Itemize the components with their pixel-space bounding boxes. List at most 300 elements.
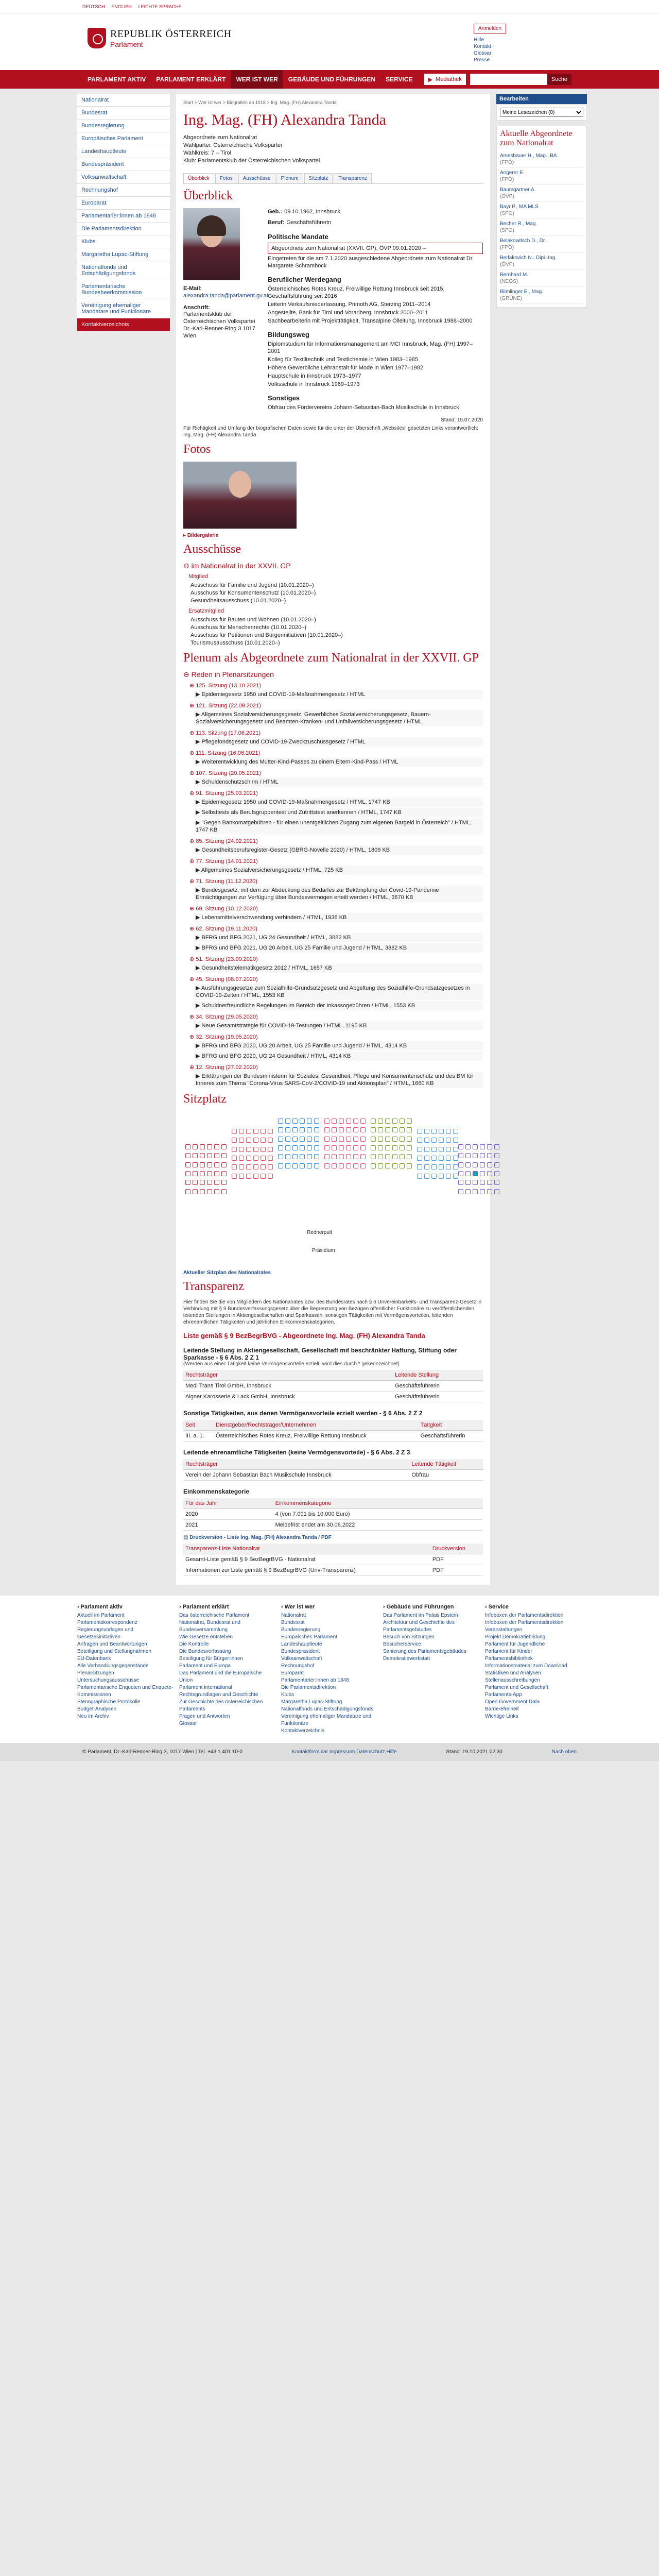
footer-heading[interactable]: › Gebäude und Führungen — [383, 1604, 454, 1610]
seat[interactable] — [346, 1154, 351, 1159]
search-input[interactable] — [470, 74, 547, 85]
seat[interactable] — [246, 1129, 251, 1134]
speech-item[interactable]: ▶ BFRG und BFG 2020, UG 24 Gesundheit / HTML, 4314 KB — [194, 1052, 483, 1061]
footer-link[interactable]: Landeshauptleute — [281, 1641, 322, 1647]
seat[interactable] — [407, 1118, 412, 1124]
footer-heading[interactable]: › Parlament aktiv — [77, 1604, 123, 1610]
footer-link[interactable]: Margaretha Lupac-Stiftung — [281, 1699, 342, 1705]
footer-heading[interactable]: › Wer ist wer — [281, 1604, 315, 1610]
footer-link[interactable]: EU-Datenbank — [77, 1656, 111, 1662]
seat[interactable] — [278, 1137, 283, 1142]
seat[interactable] — [232, 1147, 237, 1152]
sidebar-item-nationalfonds[interactable]: Nationalfonds und Entschädigungsfonds — [77, 261, 170, 280]
seat[interactable] — [285, 1127, 290, 1132]
seat[interactable] — [392, 1145, 397, 1150]
footer-link[interactable]: Parlament für Jugendliche — [485, 1641, 545, 1647]
session-title[interactable]: ⊕ 34. Sitzung (29.05.2020) — [189, 1014, 258, 1020]
seat[interactable] — [339, 1163, 344, 1168]
member-item[interactable] — [500, 151, 583, 168]
seat[interactable] — [314, 1154, 319, 1159]
seat[interactable] — [378, 1145, 383, 1150]
legal-link[interactable]: Impressum — [329, 1749, 357, 1755]
seat[interactable] — [346, 1127, 351, 1132]
seat[interactable] — [424, 1174, 429, 1179]
member-name[interactable]: Blimlinger E., Mag. — [500, 289, 543, 295]
seat[interactable] — [458, 1144, 463, 1149]
seat[interactable] — [332, 1118, 337, 1124]
seat[interactable] — [261, 1164, 266, 1170]
member-item[interactable] — [500, 270, 583, 287]
seat[interactable] — [407, 1127, 412, 1132]
seat[interactable] — [268, 1164, 273, 1170]
seat[interactable] — [221, 1153, 227, 1158]
seat[interactable] — [285, 1137, 290, 1142]
seat[interactable] — [207, 1162, 212, 1167]
seat[interactable] — [214, 1162, 219, 1167]
seat[interactable] — [360, 1118, 366, 1124]
seat[interactable] — [378, 1137, 383, 1142]
footer-link[interactable]: Parlamentarische Enqueten und Enquete-Kommissionen — [77, 1685, 174, 1698]
member-name[interactable]: Amesbauer H., Mag., BA — [500, 153, 557, 159]
seat[interactable] — [300, 1137, 305, 1142]
tab-ausschuesse[interactable]: Ausschüsse — [238, 173, 275, 183]
seat[interactable] — [400, 1137, 405, 1142]
seat[interactable] — [353, 1137, 358, 1142]
seat[interactable] — [232, 1129, 237, 1134]
seat[interactable] — [378, 1154, 383, 1159]
footer-link[interactable]: Rechnungshof — [281, 1663, 315, 1669]
committee-item[interactable]: Tourismusausschuss (10.01.2020–) — [190, 640, 280, 646]
seat[interactable] — [221, 1180, 227, 1185]
seat[interactable] — [200, 1180, 205, 1185]
sidebar-item-klubs[interactable]: Klubs — [77, 235, 170, 248]
seat[interactable] — [371, 1137, 376, 1142]
sidebar-item-bundesrat[interactable]: Bundesrat — [77, 107, 170, 120]
seat[interactable] — [494, 1189, 499, 1194]
seat[interactable] — [285, 1163, 290, 1168]
seat[interactable] — [480, 1153, 485, 1158]
member-name[interactable]: Becher R., Mag. — [500, 221, 537, 227]
seat[interactable] — [232, 1138, 237, 1143]
footer-link[interactable]: Infoboxen der Parlamentsdirektion — [485, 1613, 564, 1618]
seat[interactable] — [424, 1129, 429, 1134]
seat[interactable] — [392, 1154, 397, 1159]
footer-link[interactable]: Besucherservice — [383, 1641, 421, 1647]
footer-link[interactable]: Alle Verhandlungsgegenstände — [77, 1663, 149, 1669]
speech-item[interactable]: ▶ Ausführungsgesetze zum Sozialhilfe-Grundsatzgesetz und Abgeltung des Sozialhilfe-Grundsatzgesetzes in COVID-19-Zeiten / HTML, 1553 KB — [194, 984, 483, 1000]
sidebar-item-vereinigung[interactable]: Vereinigung ehemaliger Mandatare und Funktionäre — [77, 299, 170, 318]
speech-item[interactable]: ▶ Allgemeines Sozialversicherungsgesetz / HTML, 725 KB — [194, 866, 483, 875]
footer-link[interactable]: Regierungsvorlagen und Gesetzesinitiativen — [77, 1627, 133, 1640]
speech-item[interactable]: ▶ Selbsttests als Berufsgruppentest und Zutrittstest anerkennen / HTML, 1747 KB — [194, 808, 483, 817]
nav-parlament-aktiv[interactable]: PARLAMENT AKTIV — [88, 76, 146, 83]
seat[interactable] — [253, 1147, 258, 1152]
seat[interactable] — [207, 1189, 212, 1194]
speech-item[interactable]: ▶ BFRG und BFG 2021, UG 20 Arbeit, UG 25 Familie und Jugend / HTML, 3882 KB — [194, 943, 483, 953]
seat[interactable] — [417, 1147, 422, 1152]
seat[interactable] — [239, 1138, 244, 1143]
seat[interactable] — [246, 1156, 251, 1161]
seat[interactable] — [494, 1171, 499, 1176]
legal-link[interactable]: Hilfe — [386, 1749, 397, 1755]
seat[interactable] — [278, 1154, 283, 1159]
footer-link[interactable]: Veranstaltungen — [485, 1627, 523, 1633]
footer-link[interactable]: Nationalrat, Bundesrat und Bundesversammlung — [179, 1620, 240, 1633]
session-title[interactable]: ⊕ 62. Sitzung (19.11.2020) — [189, 926, 257, 932]
seat[interactable] — [431, 1174, 437, 1179]
seat[interactable] — [278, 1118, 283, 1124]
seat[interactable] — [385, 1145, 390, 1150]
footer-link[interactable]: Untersuchungsausschüsse — [77, 1677, 140, 1683]
committee-item[interactable]: Gesundheitsausschuss (10.01.2020–) — [190, 598, 286, 604]
seat[interactable] — [431, 1164, 437, 1170]
seat[interactable] — [480, 1189, 485, 1194]
seat[interactable] — [446, 1156, 451, 1161]
seat[interactable] — [353, 1163, 358, 1168]
seat[interactable] — [378, 1127, 383, 1132]
sidebar-item-bundesregierung[interactable]: Bundesregierung — [77, 120, 170, 132]
contact-link[interactable]: Kontakt — [474, 44, 491, 49]
seat[interactable] — [185, 1180, 190, 1185]
seat[interactable] — [473, 1180, 478, 1185]
seat[interactable] — [214, 1189, 219, 1194]
speech-item[interactable]: ▶ BFRG und BFG 2021, UG 24 Gesundheit / HTML, 3882 KB — [194, 933, 483, 942]
member-item[interactable] — [500, 253, 583, 270]
seat[interactable] — [465, 1144, 471, 1149]
cell[interactable]: Informationen zur Liste gemäß § 9 BezBegrBVG (Unv-Transparenz) — [183, 1565, 430, 1576]
seat[interactable] — [214, 1180, 219, 1185]
seat[interactable] — [439, 1164, 444, 1170]
seat[interactable] — [253, 1156, 258, 1161]
footer-link[interactable]: Budget-Analysen — [77, 1706, 117, 1712]
footer-link[interactable]: Parlamentarier:innen ab 1848 — [281, 1677, 349, 1683]
sidebar-item-landeshauptleute[interactable]: Landeshauptleute — [77, 145, 170, 158]
seat[interactable] — [339, 1118, 344, 1124]
seat[interactable] — [339, 1145, 344, 1150]
seat[interactable] — [292, 1145, 298, 1150]
seat[interactable] — [193, 1153, 198, 1158]
seat[interactable] — [332, 1154, 337, 1159]
session-title[interactable]: ⊕ 71. Sitzung (11.12.2020) — [189, 878, 257, 885]
seat[interactable] — [392, 1127, 397, 1132]
seat[interactable] — [246, 1138, 251, 1143]
seat[interactable] — [417, 1129, 422, 1134]
glossary-link[interactable]: Glossar — [474, 50, 492, 56]
seat[interactable] — [239, 1164, 244, 1170]
seat[interactable] — [207, 1171, 212, 1176]
seat[interactable] — [431, 1138, 437, 1143]
nav-parlament-erklaert[interactable]: PARLAMENT ERKLÄRT — [156, 76, 226, 83]
footer-link[interactable]: Die Parlamentsdirektion — [281, 1685, 336, 1690]
seat[interactable] — [332, 1127, 337, 1132]
footer-link[interactable]: Das Parlament im Palais Epstein — [383, 1613, 458, 1618]
footer-link[interactable]: Nationalrat — [281, 1613, 306, 1618]
seat[interactable] — [378, 1163, 383, 1168]
footer-link[interactable]: Parlament und Gesellschaft — [485, 1685, 548, 1690]
seat[interactable] — [385, 1137, 390, 1142]
committee-item[interactable]: Ausschuss für Familie und Jugend (10.01.2020–) — [190, 582, 314, 588]
seat[interactable] — [232, 1174, 237, 1179]
lang-deutsch[interactable]: DEUTSCH — [82, 4, 105, 9]
seat[interactable] — [185, 1189, 190, 1194]
seat[interactable] — [214, 1153, 219, 1158]
seat[interactable] — [232, 1164, 237, 1170]
seat[interactable] — [473, 1171, 478, 1176]
seat[interactable] — [431, 1147, 437, 1152]
seat[interactable] — [268, 1156, 273, 1161]
committee-item[interactable]: Ausschuss für Bauten und Wohnen (10.01.2020–) — [190, 617, 316, 623]
seat[interactable] — [480, 1144, 485, 1149]
back-to-top-link[interactable]: Nach oben — [551, 1749, 577, 1755]
footer-link[interactable]: Beteiligung und Stellungnahmen — [77, 1649, 151, 1654]
committee-item[interactable]: Ausschuss für Petitionen und Bürgerinitiativen (10.01.2020–) — [190, 632, 343, 638]
seat[interactable] — [371, 1127, 376, 1132]
session-title[interactable]: ⊕ 113. Sitzung (17.06.2021) — [189, 730, 261, 736]
footer-link[interactable]: Beteiligung für Bürger:innen — [179, 1656, 243, 1662]
seat[interactable] — [292, 1118, 298, 1124]
sidebar-item-volksanwaltschaft[interactable]: Volksanwaltschaft — [77, 171, 170, 184]
sidebar-item-europarat[interactable]: Europarat — [77, 197, 170, 210]
footer-link[interactable]: Wie Gesetze entstehen — [179, 1634, 233, 1640]
seat[interactable] — [439, 1138, 444, 1143]
footer-link[interactable]: Infoboxen der Parlamentsdirektion — [485, 1620, 564, 1625]
sidebar-item-bundespraesident[interactable]: Bundespräsident — [77, 158, 170, 171]
seat[interactable] — [465, 1180, 471, 1185]
seat[interactable] — [385, 1118, 390, 1124]
seat[interactable] — [285, 1145, 290, 1150]
seat[interactable] — [465, 1171, 471, 1176]
member-item[interactable] — [500, 236, 583, 253]
seat[interactable] — [185, 1171, 190, 1176]
footer-link[interactable]: Barrierefreiheit — [485, 1706, 519, 1712]
member-item[interactable] — [500, 202, 583, 219]
member-name[interactable]: Angerer E. — [500, 170, 525, 176]
seat[interactable] — [465, 1189, 471, 1194]
speech-item[interactable]: ▶ Epidemiegesetz 1950 und COVID-19-Maßnahmengesetz / HTML — [194, 690, 483, 699]
seat[interactable] — [332, 1145, 337, 1150]
seat[interactable] — [407, 1154, 412, 1159]
seat[interactable] — [307, 1154, 312, 1159]
speech-item[interactable]: ▶ Erklärungen der Bundesministerin für Soziales, Gesundheit, Pflege und Konsumentenschutz und des BM für Inneres zum Thema "Corona-Virus SARS-CoV-2/COVID-19 und Aktionsplan" / HTML, 1660 KB — [194, 1072, 483, 1088]
member-item[interactable] — [500, 219, 583, 236]
pdf-link[interactable]: PDF — [430, 1554, 483, 1565]
tab-fotos[interactable]: Fotos — [215, 173, 237, 183]
speeches-toggle[interactable] — [183, 670, 483, 679]
seat[interactable] — [185, 1153, 190, 1158]
footer-link[interactable]: Volksanwaltschaft — [281, 1656, 322, 1662]
speech-item[interactable]: ▶ Lebensmittelverschwendung verhindern / HTML, 1936 KB — [194, 913, 483, 922]
seating-plan-link[interactable]: Aktueller Sitzplan des Nationalrates — [183, 1270, 271, 1276]
seat[interactable] — [431, 1129, 437, 1134]
seat[interactable] — [221, 1144, 227, 1149]
seat[interactable] — [261, 1147, 266, 1152]
speech-item[interactable]: ▶ Epidemiegesetz 1950 und COVID-19-Maßnahmengesetz / HTML, 1747 KB — [194, 798, 483, 807]
seat[interactable] — [261, 1174, 266, 1179]
footer-link[interactable]: Rechtsgrundlagen und Geschichte — [179, 1692, 258, 1698]
speech-item[interactable]: ▶ Schuldnerfreundliche Regelungen im Bereich der Inkassogebühren / HTML, 1553 KB — [194, 1001, 483, 1010]
seat[interactable] — [278, 1145, 283, 1150]
seat[interactable] — [307, 1137, 312, 1142]
seat[interactable] — [385, 1163, 390, 1168]
seat[interactable] — [487, 1144, 492, 1149]
seat[interactable] — [324, 1127, 330, 1132]
footer-link[interactable]: Demokratiewerkstatt — [383, 1656, 430, 1662]
gallery-link[interactable] — [183, 533, 483, 538]
sidebar-item-parlamentsdirektion[interactable]: Die Parlamentsdirektion — [77, 223, 170, 235]
seat[interactable] — [346, 1118, 351, 1124]
speech-item[interactable]: ▶ Schuldenschutzschirm / HTML — [194, 777, 483, 787]
parliament-logo[interactable] — [88, 28, 232, 48]
seat[interactable] — [417, 1164, 422, 1170]
seat[interactable] — [487, 1180, 492, 1185]
seat[interactable] — [446, 1164, 451, 1170]
seat[interactable] — [487, 1189, 492, 1194]
session-title[interactable]: ⊕ 69. Sitzung (10.12.2020) — [189, 906, 258, 912]
bookmarks-header[interactable]: Bearbeiten — [496, 94, 587, 104]
tab-ueberblick[interactable]: Überblick — [183, 173, 214, 183]
seat[interactable] — [439, 1147, 444, 1152]
seat[interactable] — [458, 1171, 463, 1176]
seat[interactable] — [360, 1145, 366, 1150]
seat[interactable] — [353, 1127, 358, 1132]
tab-plenum[interactable]: Plenum — [276, 173, 303, 183]
seat[interactable] — [193, 1162, 198, 1167]
speech-item[interactable]: ▶ Neue Gesamtstrategie für COVID-19-Testungen / HTML, 1195 KB — [194, 1021, 483, 1030]
tab-transparenz[interactable]: Transparenz — [334, 173, 372, 183]
seat[interactable] — [307, 1118, 312, 1124]
legal-link[interactable]: Kontaktformular — [291, 1749, 330, 1755]
seat[interactable] — [300, 1163, 305, 1168]
seat[interactable] — [360, 1163, 366, 1168]
footer-link[interactable]: Klubs — [281, 1692, 294, 1698]
session-title[interactable]: ⊕ 77. Sitzung (14.01.2021) — [189, 858, 258, 865]
seat[interactable] — [285, 1154, 290, 1159]
seat[interactable] — [346, 1163, 351, 1168]
seat[interactable] — [494, 1144, 499, 1149]
member-name[interactable]: Bayr P., MA MLS — [500, 204, 539, 210]
member-name[interactable]: Bernhard M. — [500, 272, 529, 278]
seat[interactable] — [400, 1163, 405, 1168]
footer-link[interactable]: Nationalfonds und Entschädigungsfonds — [281, 1706, 374, 1712]
seat[interactable] — [246, 1174, 251, 1179]
seat[interactable] — [424, 1164, 429, 1170]
seat[interactable] — [480, 1162, 485, 1167]
seat[interactable] — [417, 1156, 422, 1161]
seat[interactable] — [378, 1118, 383, 1124]
seat[interactable] — [200, 1189, 205, 1194]
seat[interactable] — [487, 1153, 492, 1158]
seat[interactable] — [407, 1163, 412, 1168]
sidebar-item-rechnungshof[interactable]: Rechnungshof — [77, 184, 170, 197]
session-title[interactable]: ⊕ 121. Sitzung (22.09.2021) — [189, 703, 261, 709]
seat[interactable] — [392, 1137, 397, 1142]
seat[interactable] — [353, 1154, 358, 1159]
seat[interactable] — [193, 1144, 198, 1149]
footer-link[interactable]: Fragen und Antworten — [179, 1714, 230, 1719]
seat[interactable] — [431, 1156, 437, 1161]
seat[interactable] — [307, 1127, 312, 1132]
seat[interactable] — [261, 1138, 266, 1143]
footer-link[interactable]: Neu im Archiv — [77, 1714, 109, 1719]
seat[interactable] — [292, 1137, 298, 1142]
speech-item[interactable]: ▶ BFRG und BFG 2020, UG 20 Arbeit, UG 25 Familie und Jugend / HTML, 4314 KB — [194, 1041, 483, 1050]
seat[interactable] — [214, 1144, 219, 1149]
footer-link[interactable]: Informationsmaterial zum Download — [485, 1663, 567, 1669]
seat[interactable] — [268, 1147, 273, 1152]
footer-link[interactable]: Projekt Demokratiebildung — [485, 1634, 546, 1640]
footer-link[interactable]: Stellenausschreibungen — [485, 1677, 540, 1683]
seat[interactable] — [371, 1163, 376, 1168]
seat[interactable] — [353, 1118, 358, 1124]
seat[interactable] — [253, 1129, 258, 1134]
seat[interactable] — [324, 1154, 330, 1159]
seat[interactable] — [371, 1154, 376, 1159]
footer-link[interactable]: Parlamentskorrespondenz — [77, 1620, 137, 1625]
seat[interactable] — [473, 1144, 478, 1149]
seat[interactable] — [268, 1174, 273, 1179]
seat[interactable] — [439, 1174, 444, 1179]
seat[interactable] — [417, 1138, 422, 1143]
seat[interactable] — [400, 1145, 405, 1150]
footer-link[interactable]: Besuch von Sitzungen — [383, 1634, 435, 1640]
seat[interactable] — [439, 1129, 444, 1134]
seat[interactable] — [458, 1189, 463, 1194]
sidebar-item-nationalrat[interactable]: Nationalrat — [77, 94, 170, 107]
session-title[interactable]: ⊕ 85. Sitzung (24.02.2021) — [189, 838, 258, 844]
seat[interactable] — [300, 1145, 305, 1150]
seat[interactable] — [300, 1154, 305, 1159]
seat[interactable] — [487, 1162, 492, 1167]
seat[interactable] — [324, 1145, 330, 1150]
seat[interactable] — [407, 1145, 412, 1150]
seat[interactable] — [346, 1137, 351, 1142]
footer-link[interactable]: Aktuell im Parlament — [77, 1613, 125, 1618]
seat[interactable] — [261, 1129, 266, 1134]
footer-heading[interactable]: › Parlament erklärt — [179, 1604, 229, 1610]
footer-link[interactable]: Zur Geschichte des österreichischen Parlaments — [179, 1699, 263, 1712]
seat[interactable] — [314, 1137, 319, 1142]
seat[interactable] — [207, 1153, 212, 1158]
seat[interactable] — [446, 1174, 451, 1179]
pdf-link[interactable]: PDF — [430, 1565, 483, 1576]
seat[interactable] — [193, 1180, 198, 1185]
seat[interactable] — [494, 1153, 499, 1158]
legal-link[interactable]: Datenschutz — [356, 1749, 387, 1755]
login-button[interactable]: Anmelden — [474, 24, 506, 33]
press-link[interactable]: Presse — [474, 57, 490, 63]
seat[interactable] — [314, 1118, 319, 1124]
seat[interactable] — [339, 1127, 344, 1132]
footer-link[interactable]: Parlament international — [179, 1685, 232, 1690]
seat[interactable] — [458, 1162, 463, 1167]
seat[interactable] — [221, 1171, 227, 1176]
seat[interactable] — [400, 1154, 405, 1159]
seat[interactable] — [239, 1147, 244, 1152]
seat[interactable] — [407, 1137, 412, 1142]
seat[interactable] — [494, 1180, 499, 1185]
seat[interactable] — [465, 1162, 471, 1167]
seat[interactable] — [446, 1147, 451, 1152]
seat[interactable] — [221, 1189, 227, 1194]
seat[interactable] — [360, 1127, 366, 1132]
seat[interactable] — [339, 1154, 344, 1159]
seat[interactable] — [278, 1163, 283, 1168]
seat[interactable] — [253, 1138, 258, 1143]
seat[interactable] — [480, 1180, 485, 1185]
footer-link[interactable]: Kontaktverzeichnis — [281, 1728, 324, 1734]
seat[interactable] — [400, 1118, 405, 1124]
seat[interactable] — [360, 1137, 366, 1142]
